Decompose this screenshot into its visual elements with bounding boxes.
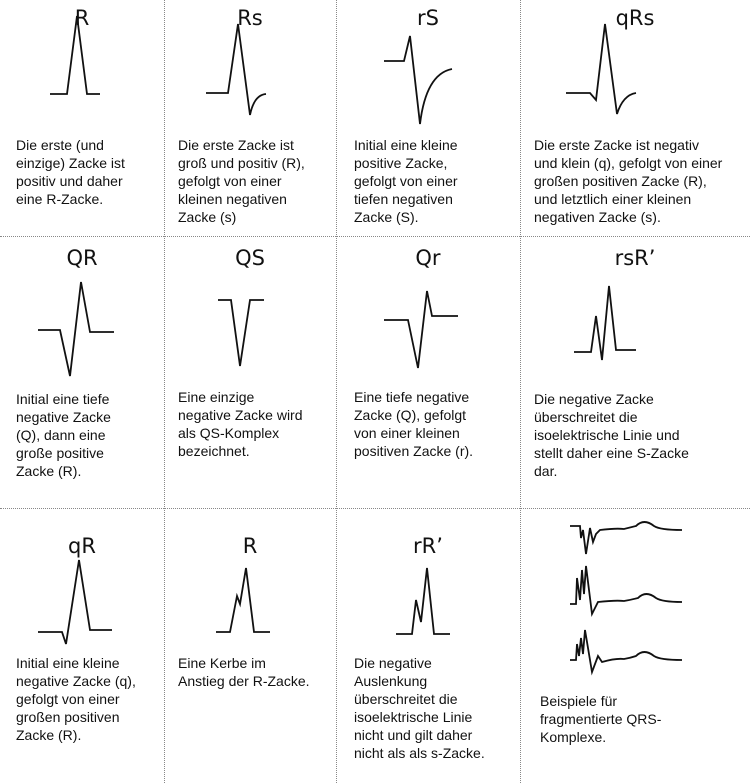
waveform-fragmented-2 (520, 560, 750, 620)
cell-title: qRs (615, 6, 655, 30)
cell-title: qR (68, 534, 96, 558)
waveform-QS (164, 236, 336, 386)
cell-description: Die erste Zacke ist negativ und klein (q), gefolgt von einer großen positiven Zacke (R), und letztlich einer kleinen negativen Zacke (s). (534, 137, 723, 225)
waveform-Qr (336, 236, 520, 386)
cell-description: Eine Kerbe im Anstieg der R-Zacke. (178, 655, 310, 689)
cell-title: QR (66, 246, 98, 270)
cell-description: Die negative Zacke überschreitet die isoelektrische Linie und stellt daher eine S-Zacke dar. (534, 391, 689, 479)
waveform-QR (0, 236, 164, 386)
cell-R-notched (164, 508, 336, 783)
cell-title: Qr (415, 246, 441, 270)
cell-description: Beispiele für fragmentierte QRS- Komplexe. (540, 693, 662, 745)
waveform-r (0, 0, 164, 130)
cell-description: Die negative Auslenkung überschreitet die isoelektrische Linie nicht und gilt daher nicht als als s-Zacke. (354, 655, 485, 761)
cell-description: Die erste (und einzige) Zacke ist positiv und daher eine R-Zacke. (16, 137, 125, 207)
cell-Qr (336, 236, 520, 508)
cell-description: Die erste Zacke ist groß und positiv (R), gefolgt von einer kleinen negativen Zacke (s) (178, 137, 305, 225)
cell-description: Eine tiefe negative Zacke (Q), gefolgt von einer kleinen positiven Zacke (r). (354, 389, 474, 459)
waveform-rs (164, 0, 336, 130)
cell-rsRprime (520, 236, 750, 508)
waveform-R-notched (164, 508, 336, 653)
cell-title: rR’ (413, 534, 443, 558)
waveform-rsRprime (520, 236, 750, 386)
cell-title: Rs (237, 6, 263, 30)
waveform-fragmented-1 (520, 508, 750, 568)
cell-title: QS (235, 246, 265, 270)
cell-title: R (74, 6, 90, 30)
cell-rRprime (336, 508, 520, 783)
cell-r (0, 0, 164, 236)
cell-qRs (520, 0, 750, 236)
cell-description: Initial eine kleine negative Zacke (q), gefolgt von einer großen positiven Zacke (R). (16, 655, 136, 743)
waveform-fragmented-3 (520, 620, 750, 680)
cell-title: rsR’ (614, 246, 656, 270)
cell-QS (164, 236, 336, 508)
cell-QR (0, 236, 164, 508)
waveform-qR (0, 508, 164, 653)
cell-fragmented-qrs (520, 508, 750, 783)
cell-description: Eine einzige negative Zacke wird als QS-Komplex bezeichnet. (178, 389, 303, 459)
cell-rS (336, 0, 520, 236)
cell-rs (164, 0, 336, 236)
cell-qR (0, 508, 164, 783)
waveform-rS (336, 0, 520, 130)
cell-description: Initial eine tiefe negative Zacke (Q), dann eine große positive Zacke (R). (16, 391, 111, 479)
waveform-qRs (520, 0, 750, 130)
cell-title: rS (417, 6, 439, 30)
cell-title: R (242, 534, 258, 558)
waveform-rRprime (336, 508, 520, 653)
cell-description: Initial eine kleine positive Zacke, gefolgt von einer tiefen negativen Zacke (S). (354, 137, 458, 225)
